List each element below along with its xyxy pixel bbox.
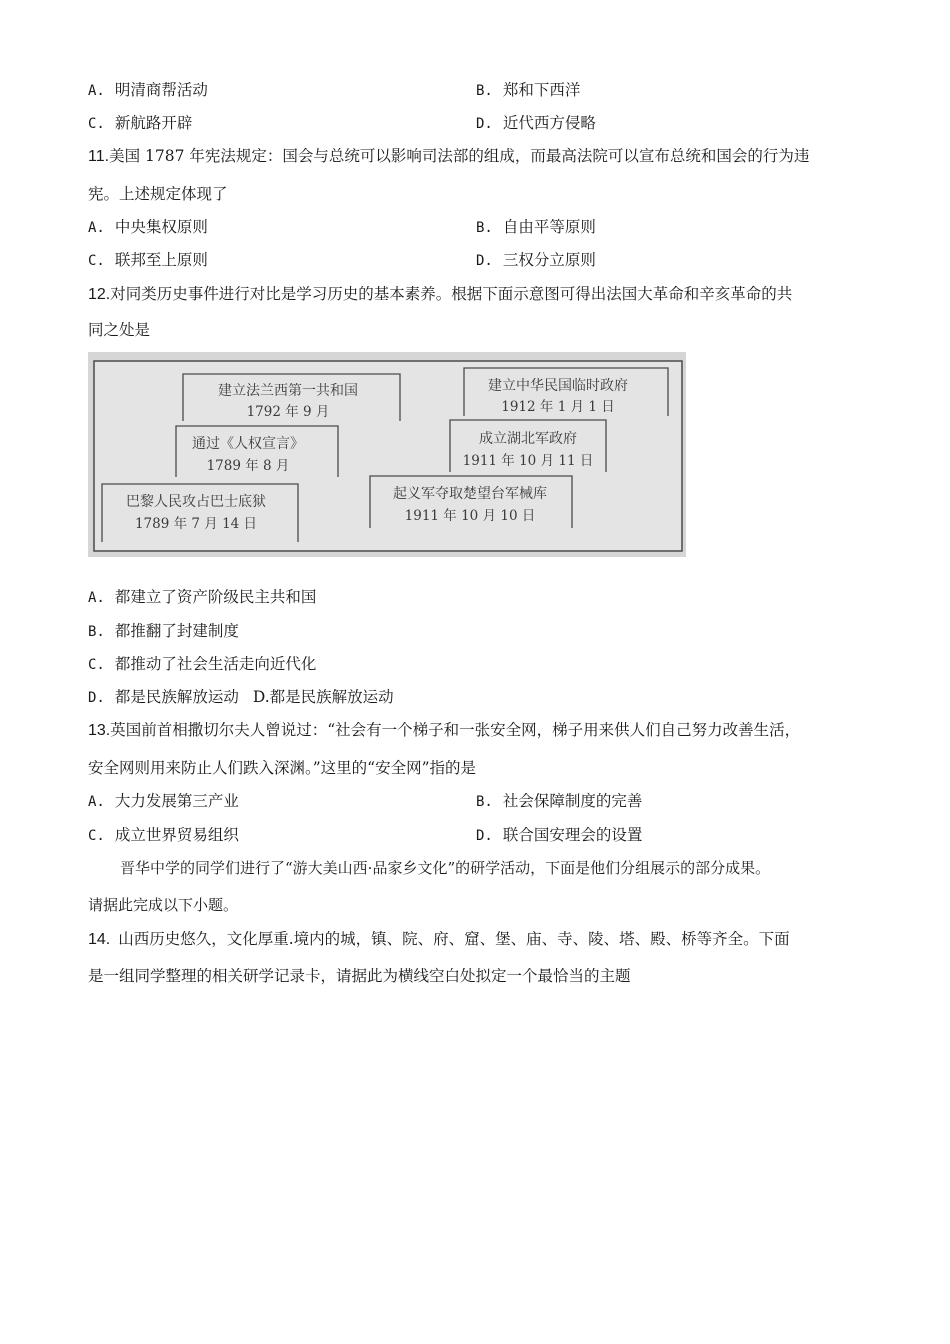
question-number: 14. [88,931,111,948]
option-letter: B. [476,83,493,99]
q14-stem-line2: 是一组同学整理的相关研学记录卡，请据此为横线空白处拟定一个最恰当的主题 [88,967,631,985]
left-event-3: 巴黎人民攻占巴士底狱 [126,494,266,510]
option-letter: A. [88,590,105,606]
question-number: 13. [88,722,111,739]
right-event-1: 建立中华民国临时政府 [488,378,628,394]
option-text: 近代西方侵略 [502,114,596,132]
q13-option-c [88,825,239,846]
revolution-comparison-figure [88,352,686,557]
option-text: 自由平等原则 [502,218,596,236]
right-date-2: 1911 年 10 月 11 日 [462,453,594,469]
q11-stem-line1 [88,146,809,167]
question-number: 11. [88,148,110,165]
intro-line2: 请据此完成以下小题。 [88,896,239,914]
option-text: 中央集权原则 [114,218,208,236]
option-text: 联邦至上原则 [114,251,208,269]
q12-stem-line1 [88,284,792,305]
intro-line1: 晋华中学的同学们进行了“游大美山西·品家乡文化”的研学活动，下面是他们分组展示的部分成果。 [120,859,771,877]
option-text: 郑和下西洋 [502,81,581,99]
left-date-3: 1789 年 7 月 14 日 [134,516,258,532]
question-text: 对同类历史事件进行对比是学习历史的基本素养。根据下面示意图可得出法国大革命和辛亥革命的共 [110,285,793,303]
option-text: 都建立了资产阶级民主共和国 [114,588,317,606]
option-letter: A. [88,794,105,810]
option-text: 明清商帮活动 [114,81,208,99]
q11-option-a [88,217,208,238]
question-text: 英国前首相撒切尔夫人曾说过：“社会有一个梯子和一张安全网，梯子用来供人们自己努力改善生活， [110,721,801,739]
option-text: 社会保障制度的完善 [502,792,643,810]
option-text: 大力发展第三产业 [114,792,239,810]
option-text-duplicate: D.都是民族解放运动 [252,688,394,706]
option-letter: D. [476,116,493,132]
option-text: 新航路开辟 [114,114,193,132]
option-text: 都推动了社会生活走向近代化 [114,655,317,673]
q10-option-d [476,113,596,134]
question-text: 美国 1787 年宪法规定：国会与总统可以影响司法部的组成，而最高法院可以宣布总统和国会的行为违 [109,147,810,165]
q13-option-b [476,791,642,812]
q13-option-d [476,825,642,846]
q12-option-a [88,587,316,608]
q12-option-d [88,687,394,708]
option-letter: C. [88,828,105,844]
q10-option-c [88,113,192,134]
right-event-2: 成立湖北军政府 [479,431,577,447]
staircase-diagram [88,352,686,557]
option-text: 都是民族解放运动 [114,688,239,706]
q12-option-b [88,621,239,642]
option-letter: A. [88,83,105,99]
right-date-1: 1912 年 1 月 1 日 [501,399,615,415]
left-date-2: 1789 年 8 月 [206,458,290,474]
left-event-1: 建立法兰西第一共和国 [218,383,358,399]
q13-option-a [88,791,239,812]
right-date-3: 1911 年 10 月 10 日 [404,508,536,524]
option-letter: C. [88,657,105,673]
q11-option-b [476,217,596,238]
q10-option-a [88,80,208,101]
option-letter: C. [88,116,105,132]
option-letter: A. [88,220,105,236]
option-letter: B. [476,220,493,236]
question-number: 12. [88,286,111,303]
q13-stem-line1 [88,720,800,741]
right-event-3: 起义军夺取楚望台军械库 [393,486,547,502]
option-letter: C. [88,253,105,269]
q10-option-b [476,80,580,101]
q14-stem-line1 [88,929,790,950]
option-letter: D. [88,690,105,706]
option-letter: B. [88,624,105,640]
q12-stem-line2: 同之处是 [88,321,151,339]
q13-stem-line2: 安全网则用来防止人们跌入深渊。”这里的“安全网”指的是 [88,759,477,777]
option-text: 联合国安理会的设置 [502,826,643,844]
q11-stem-line2: 宪。上述规定体现了 [88,185,228,203]
option-text: 都推翻了封建制度 [114,622,239,640]
question-text: 山西历史悠久，文化厚重.境内的城，镇、院、府、窟、堡、庙、寺、陵、塔、殿、桥等齐全。下面 [118,930,790,948]
option-letter: B. [476,794,493,810]
left-event-2: 通过《人权宣言》 [192,436,304,452]
q12-option-c [88,654,316,675]
option-letter: D. [476,828,493,844]
left-date-1: 1792 年 9 月 [246,404,330,420]
q11-option-c [88,250,208,271]
option-text: 成立世界贸易组织 [114,826,239,844]
q11-option-d [476,250,596,271]
option-letter: D. [476,253,493,269]
option-text: 三权分立原则 [502,251,596,269]
